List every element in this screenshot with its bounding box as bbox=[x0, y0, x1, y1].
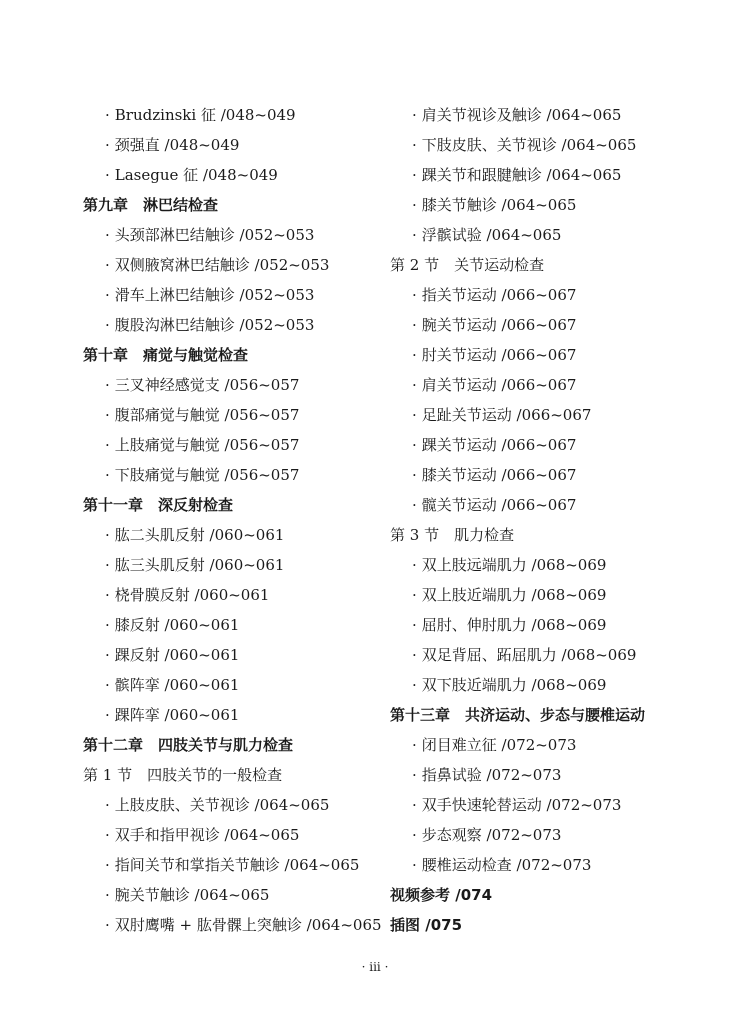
toc-item: · 膝反射 /060~061 bbox=[83, 610, 388, 640]
toc-item: · 膝关节运动 /066~067 bbox=[390, 460, 735, 490]
toc-item: · 双侧腋窝淋巴结触诊 /052~053 bbox=[83, 250, 388, 280]
toc-item: · 髌阵挛 /060~061 bbox=[83, 670, 388, 700]
toc-item: · 双上肢远端肌力 /068~069 bbox=[390, 550, 735, 580]
toc-item: · 腹部痛觉与触觉 /056~057 bbox=[83, 400, 388, 430]
toc-item: · 指关节运动 /066~067 bbox=[390, 280, 735, 310]
toc-item: · 双肘鹰嘴 + 肱骨髁上突触诊 /064~065 bbox=[83, 910, 388, 940]
page-number: · iii · bbox=[361, 960, 389, 974]
toc-item: · 上肢皮肤、关节视诊 /064~065 bbox=[83, 790, 388, 820]
toc-item: · 滑车上淋巴结触诊 /052~053 bbox=[83, 280, 388, 310]
toc-chapter-heading: 第十三章 共济运动、步态与腰椎运动 bbox=[390, 706, 646, 724]
toc-item: · 指鼻试验 /072~073 bbox=[390, 760, 735, 790]
toc-item: · 下肢痛觉与触觉 /056~057 bbox=[83, 460, 388, 490]
toc-chapter-heading: 插图 /075 bbox=[390, 916, 463, 934]
toc-left-column bbox=[83, 100, 388, 940]
toc-item: · 下肢皮肤、关节视诊 /064~065 bbox=[390, 130, 735, 160]
toc-item: · Lasegue 征 /048~049 bbox=[83, 160, 388, 190]
toc-item: · 踝关节运动 /066~067 bbox=[390, 430, 735, 460]
toc-item: · 腰椎运动检查 /072~073 bbox=[390, 850, 735, 880]
toc-item: · 上肢痛觉与触觉 /056~057 bbox=[83, 430, 388, 460]
toc-item: · 头颈部淋巴结触诊 /052~053 bbox=[83, 220, 388, 250]
toc-item: · 腹股沟淋巴结触诊 /052~053 bbox=[83, 310, 388, 340]
toc-item: · Brudzinski 征 /048~049 bbox=[83, 100, 388, 130]
toc-section-heading: 第 1 节 四肢关节的一般检查 bbox=[83, 766, 283, 784]
toc-chapter-heading: 第九章 淋巴结检查 bbox=[83, 196, 219, 214]
toc-item: · 踝阵挛 /060~061 bbox=[83, 700, 388, 730]
toc-item: · 屈肘、伸肘肌力 /068~069 bbox=[390, 610, 735, 640]
toc-item: · 腕关节触诊 /064~065 bbox=[83, 880, 388, 910]
toc-section-heading: 第 3 节 肌力检查 bbox=[390, 526, 515, 544]
toc-chapter-heading: 视频参考 /074 bbox=[390, 886, 493, 904]
toc-item: · 浮髌试验 /064~065 bbox=[390, 220, 735, 250]
toc-item: · 肩关节运动 /066~067 bbox=[390, 370, 735, 400]
toc-item: · 踝关节和跟腱触诊 /064~065 bbox=[390, 160, 735, 190]
toc-item: · 肩关节视诊及触诊 /064~065 bbox=[390, 100, 735, 130]
toc-item: · 闭目难立征 /072~073 bbox=[390, 730, 735, 760]
toc-right-column bbox=[390, 100, 735, 940]
toc-item: · 三叉神经感觉支 /056~057 bbox=[83, 370, 388, 400]
toc-item: · 指间关节和掌指关节触诊 /064~065 bbox=[83, 850, 388, 880]
toc-item: · 双手和指甲视诊 /064~065 bbox=[83, 820, 388, 850]
toc-item: · 肱三头肌反射 /060~061 bbox=[83, 550, 388, 580]
toc-item: · 双手快速轮替运动 /072~073 bbox=[390, 790, 735, 820]
toc-chapter-heading: 第十二章 四肢关节与肌力检查 bbox=[83, 736, 294, 754]
toc-item: · 髋关节运动 /066~067 bbox=[390, 490, 735, 520]
toc-item: · 双下肢近端肌力 /068~069 bbox=[390, 670, 735, 700]
toc-item: · 膝关节触诊 /064~065 bbox=[390, 190, 735, 220]
toc-section-heading: 第 2 节 关节运动检查 bbox=[390, 256, 545, 274]
toc-item: · 腕关节运动 /066~067 bbox=[390, 310, 735, 340]
toc-chapter-heading: 第十章 痛觉与触觉检查 bbox=[83, 346, 249, 364]
toc-item: · 颈强直 /048~049 bbox=[83, 130, 388, 160]
toc-item: · 肱二头肌反射 /060~061 bbox=[83, 520, 388, 550]
toc-item: · 双上肢近端肌力 /068~069 bbox=[390, 580, 735, 610]
toc-item: · 足趾关节运动 /066~067 bbox=[390, 400, 735, 430]
toc-item: · 步态观察 /072~073 bbox=[390, 820, 735, 850]
toc-item: · 双足背屈、跖屈肌力 /068~069 bbox=[390, 640, 735, 670]
toc-item: · 肘关节运动 /066~067 bbox=[390, 340, 735, 370]
toc-chapter-heading: 第十一章 深反射检查 bbox=[83, 496, 234, 514]
toc-item: · 踝反射 /060~061 bbox=[83, 640, 388, 670]
toc-item: · 桡骨膜反射 /060~061 bbox=[83, 580, 388, 610]
